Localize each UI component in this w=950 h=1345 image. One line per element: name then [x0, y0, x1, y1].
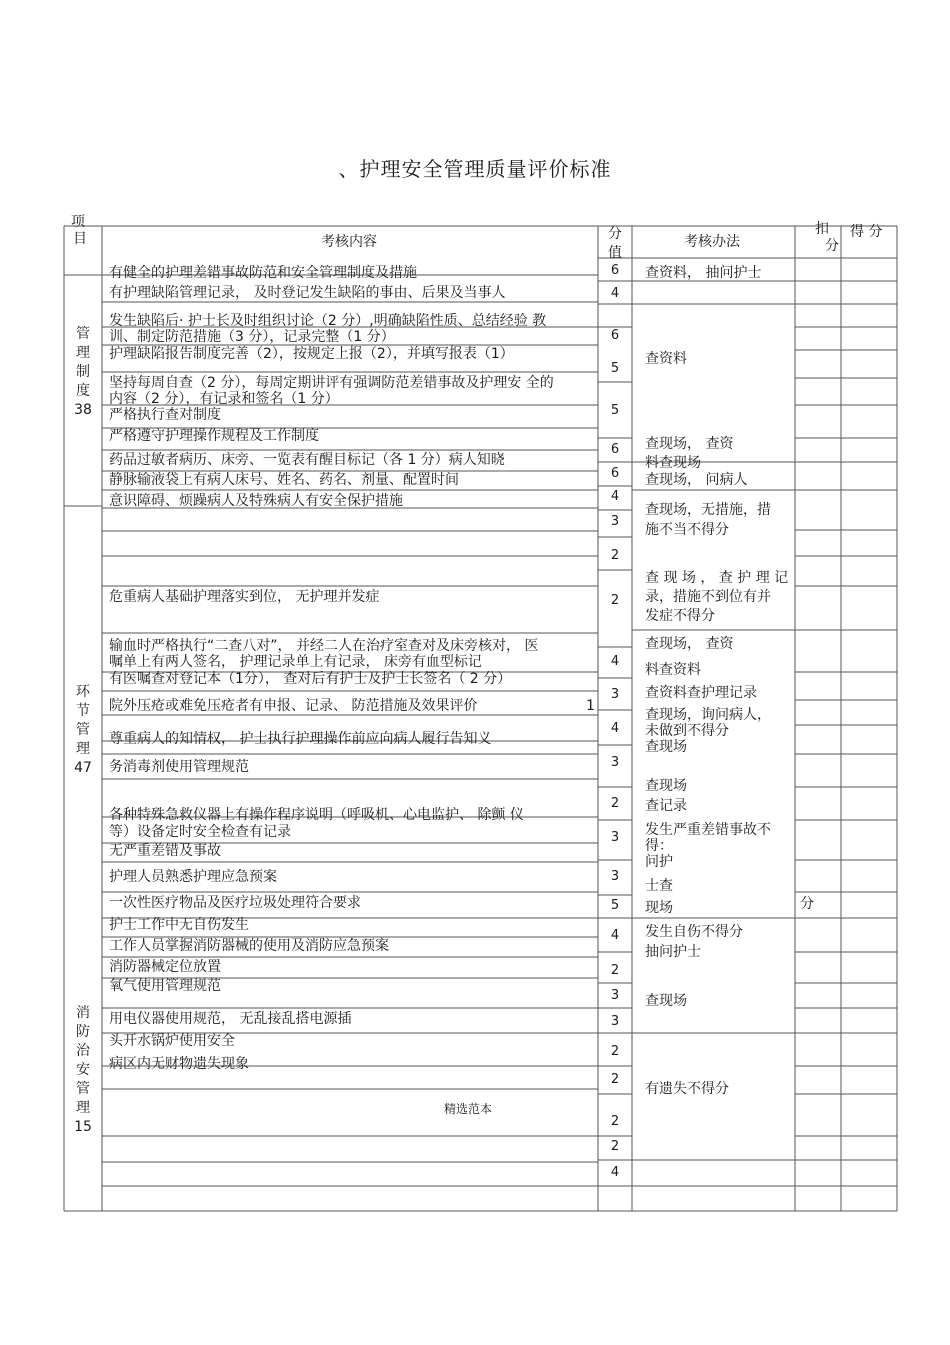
score-cell: 5: [610, 361, 620, 376]
method-line: 录，措施不到位有并: [645, 589, 771, 605]
content-line: 发生缺陷后· 护士长及时组织讨论（2 分）,明确缺陷性质、总结经验 教: [109, 313, 547, 329]
method-line: 现场: [645, 900, 673, 916]
score-cell: 4: [610, 721, 620, 736]
deduct-cell: 分: [800, 896, 814, 912]
header-content: 考核内容: [321, 234, 377, 250]
content-line: 等）设备定时安全检查有记录: [109, 824, 291, 840]
template-note: 精选范本: [444, 1102, 493, 1116]
method-line: 有遗失不得分: [645, 1081, 729, 1097]
score-cell: 3: [610, 988, 620, 1003]
section-label-process: 环节管理47: [74, 684, 92, 776]
method-line: 查现场: [645, 993, 687, 1009]
score-cell: 2: [610, 963, 620, 978]
section-label-management: 管理制度38: [74, 326, 92, 418]
content-line: 院外压疮或难免压疮者有申报、记录、 防范措施及效果评价: [109, 698, 478, 714]
method-line: 发生严重差错事故不: [645, 822, 771, 838]
content-line: 头开水锅炉使用安全: [109, 1033, 235, 1049]
content-line: 严格执行查对制度: [109, 407, 221, 423]
header-deduct-1: 扣: [815, 221, 829, 237]
score-cell: 2: [610, 1114, 620, 1129]
method-line: 查资料: [645, 351, 687, 367]
content-line: 药品过敏者病历、床旁、一览表有醒目标记（各 1 分）病人知晓: [109, 452, 505, 468]
score-cell: 4: [610, 928, 620, 943]
score-cell: 3: [610, 830, 620, 845]
method-line: 未做到不得分: [645, 723, 729, 739]
content-line: 有医嘱查对登记本（1分）， 查对后有护士及护士长签名（ 2 分）: [109, 671, 512, 687]
score-cell: 3: [610, 514, 620, 529]
content-line: 护理缺陷报告制度完善（2），按规定上报（2），并填写报表（1）: [109, 346, 514, 362]
score-cell: 2: [610, 548, 620, 563]
score-cell: 5: [610, 898, 620, 913]
score-cell: 6: [610, 263, 620, 278]
method-line: 抽问护士: [645, 944, 701, 960]
score-cell: 3: [610, 755, 620, 770]
content-line: 坚持每周自查（2 分），每周定期讲评有强调防范差错事故及护理安 全的: [109, 375, 554, 391]
method-line: 查现场: [645, 778, 687, 794]
header-deduct-2: 分: [825, 238, 839, 254]
content-line: 尊重病人的知情权， 护士执行护理操作前应向病人履行告知义: [109, 731, 492, 747]
content-line: 护理人员熟悉护理应急预案: [109, 869, 277, 885]
header-item-1: 项: [71, 214, 85, 230]
method-line: 查现场， 查资: [645, 436, 734, 452]
content-line: 用电仪器使用规范， 无乱接乱搭电源插: [109, 1011, 352, 1027]
method-line: 问护: [645, 854, 673, 870]
content-line: 1: [586, 698, 595, 714]
score-cell: 2: [610, 1139, 620, 1154]
score-cell: 2: [610, 1044, 620, 1059]
method-line: 查现场: [645, 739, 687, 755]
content-line: 护士工作中无自伤发生: [109, 917, 249, 933]
page-title: 、护理安全管理质量评价标准: [338, 157, 612, 181]
method-line: 查现场，无措施，措: [645, 502, 771, 518]
score-cell: 3: [610, 687, 620, 702]
score-cell: 3: [610, 869, 620, 884]
content-line: 病区内无财物遗失现象: [109, 1056, 249, 1072]
score-cell: 4: [610, 489, 620, 504]
method-line: 料查现场: [645, 455, 701, 471]
method-line: 查现场， 查资: [645, 636, 734, 652]
section-label-fire-security: 消防治安管理15: [74, 1005, 92, 1135]
method-line: 施不当不得分: [645, 522, 729, 538]
content-line: 无严重差错及事故: [109, 843, 221, 859]
content-line: 有护理缺陷管理记录， 及时登记发生缺陷的事由、后果及当事人: [109, 285, 506, 301]
content-line: 静脉输液袋上有病人床号、姓名、药名、剂量、配置时间: [109, 472, 459, 488]
content-line: 各种特殊急救仪器上有操作程序说明（呼吸机、心电监护、 除颤 仪: [109, 807, 524, 823]
method-line: 查 现 场 ， 查 护 理 记: [645, 570, 789, 586]
score-cell: 6: [610, 466, 620, 481]
method-line: 发症不得分: [645, 608, 715, 624]
method-line: 查现场，询问病人，: [645, 707, 771, 723]
method-line: 士查: [645, 878, 673, 894]
score-cell: 4: [610, 654, 620, 669]
score-cell: 2: [610, 796, 620, 811]
score-cell: 6: [610, 328, 620, 343]
content-line: 训、制定防范措施（3 分），记录完整（1 分）: [109, 329, 395, 345]
header-item-2: 目: [73, 231, 87, 247]
method-line: 查资料查护理记录: [645, 685, 757, 701]
content-line: 消防器械定位放置: [109, 959, 221, 975]
content-line: 意识障碍、烦躁病人及特殊病人有安全保护措施: [109, 493, 403, 509]
content-line: 一次性医疗物品及医疗垃圾处理符合要求: [109, 895, 361, 911]
method-line: 料查资料: [645, 662, 701, 678]
content-line: 输血时严格执行“二查八对”， 并经二人在治疗室查对及床旁核对， 医: [109, 638, 539, 654]
score-cell: 3: [610, 1014, 620, 1029]
score-cell: 4: [610, 286, 620, 301]
content-line: 危重病人基础护理落实到位， 无护理并发症: [109, 589, 380, 605]
header-score-1: 分: [608, 226, 622, 242]
header-got: 得 分: [850, 224, 883, 240]
score-cell: 2: [610, 1072, 620, 1087]
score-cell: 4: [610, 1165, 620, 1180]
header-method: 考核办法: [684, 234, 740, 250]
score-cell: 6: [610, 442, 620, 457]
method-line: 查资料， 抽问护士: [645, 265, 762, 281]
content-line: 内容（2 分），有记录和签名（1 分）: [109, 391, 339, 407]
content-line: 严格遵守护理操作规程及工作制度: [109, 428, 319, 444]
content-line: 有健全的护理差错事故防范和安全管理制度及措施: [109, 265, 417, 281]
method-line: 查现场， 问病人: [645, 472, 748, 488]
content-line: 氧气使用管理规范: [109, 978, 221, 994]
content-line: 务消毒剂使用管理规范: [109, 759, 249, 775]
method-line: 发生自伤不得分: [645, 924, 743, 940]
method-line: 查记录: [645, 798, 687, 814]
score-cell: 5: [610, 403, 620, 418]
content-line: 嘱单上有两人签名， 护理记录单上有记录， 床旁有血型标记: [109, 654, 482, 670]
score-cell: 2: [610, 593, 620, 608]
header-score-2: 值: [608, 245, 622, 261]
method-line: 得：: [645, 838, 673, 854]
content-line: 工作人员掌握消防器械的使用及消防应急预案: [109, 938, 389, 954]
